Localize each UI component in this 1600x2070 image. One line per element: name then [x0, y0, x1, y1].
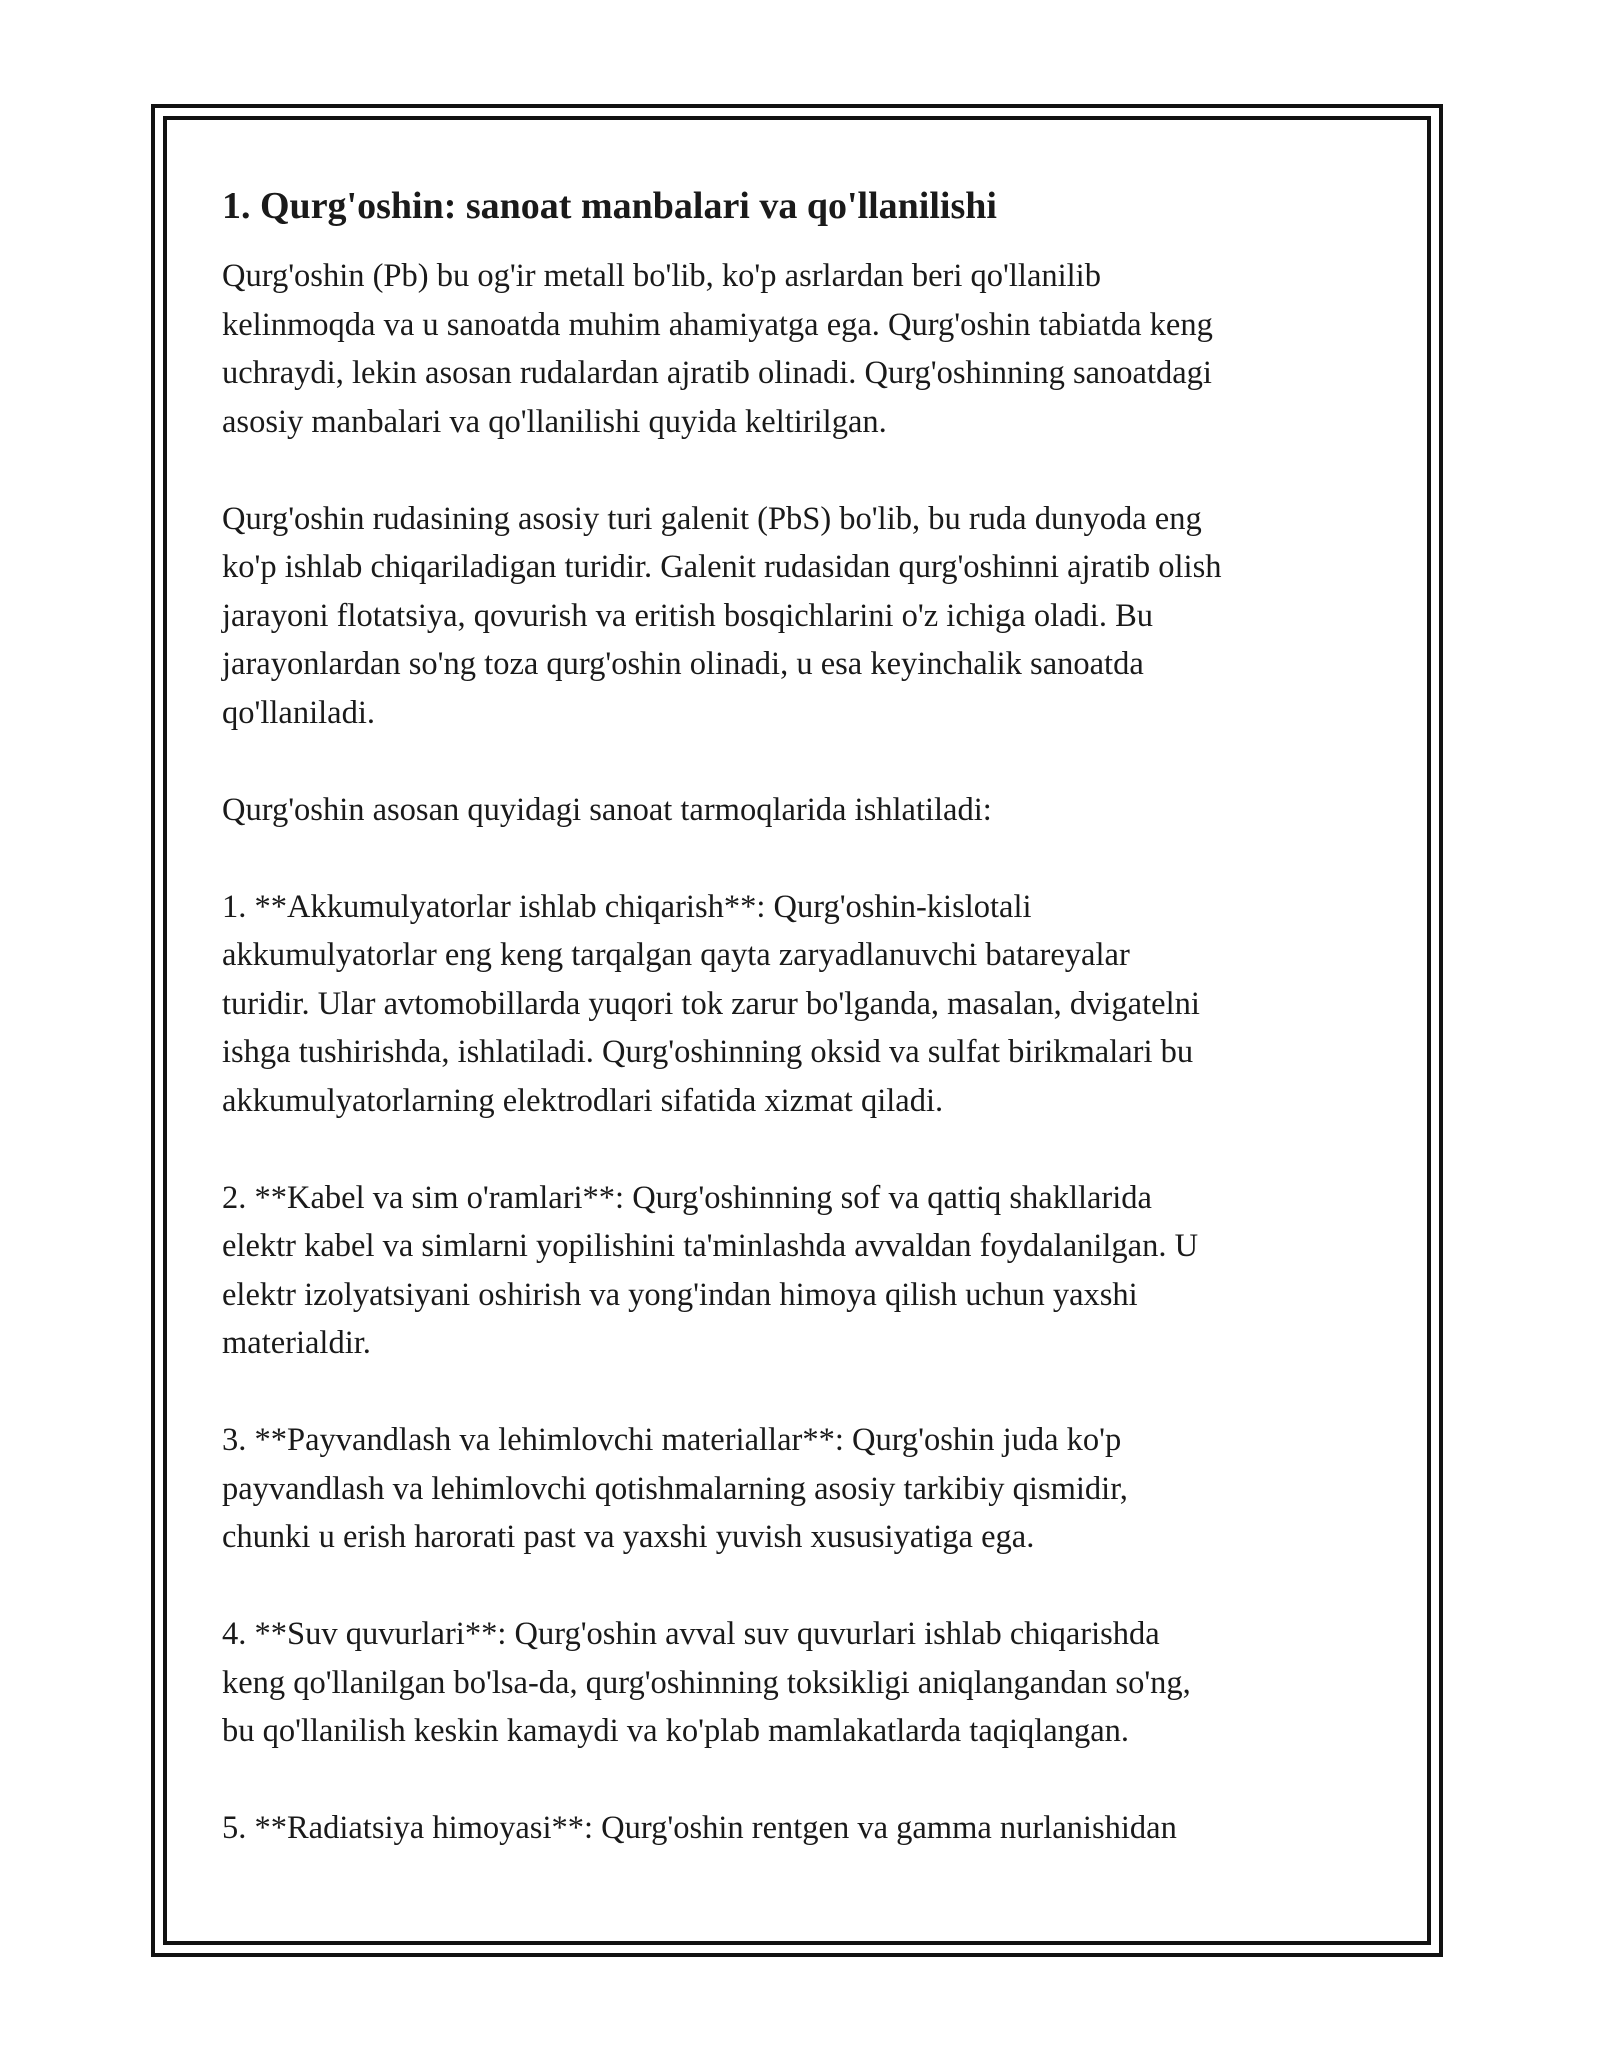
list-item-cables: 2. **Kabel va sim o'ramlari**: Qurg'oshinning sof va qattiq shakllarida elektr kabel va simlarni yopilishini ta'minlashda avvaldan foydalanilgan. U elektr izolyatsiyani oshirish va yong'indan himoya qilish uchun yaxshi materialdir.	[222, 1179, 1199, 1361]
list-item-radiation-shielding: 5. **Radiatsiya himoyasi**: Qurg'oshin rentgen va gamma nurlanishidan	[222, 1810, 1177, 1846]
paragraph-uses-intro: Qurg'oshin asosan quyidagi sanoat tarmoqlarida ishlatiladi:	[222, 791, 992, 828]
list-item-water-pipes: 4. **Suv quvurlari**: Qurg'oshin avval suv quvurlari ishlab chiqarishda keng qo'llanilgan bo'lsa-da, qurg'oshinning toksikligi aniqlangandan so'ng, bu qo'llanilish keskin kamaydi va ko'plab mamlakatlarda taqiqlangan.	[222, 1616, 1191, 1749]
document-title: 1. Qurg'oshin: sanoat manbalari va qo'llanilishi	[222, 185, 997, 227]
list-item-batteries: 1. **Akkumulyatorlar ishlab chiqarish**: Qurg'oshin-kislotali akkumulyatorlar eng keng tarqalgan qayta zaryadlanuvchi batareyalar turidir. Ular avtomobillarda yuqori tok zarur bo'lganda, masalan, dvigatelni ishga tushirishda, ishlatiladi. Qurg'oshinning oksid va sulfat birikmalari bu akkumulyatorlarning elektrodlari sifatida xizmat qiladi.	[222, 888, 1200, 1119]
list-item-soldering: 3. **Payvandlash va lehimlovchi materiallar**: Qurg'oshin juda ko'p payvandlash va lehimlovchi qotishmalarning asosiy tarkibiy qismidir, chunki u erish harorati past va yaxshi yuvish xususiyatiga ega.	[222, 1422, 1128, 1555]
document-body	[222, 178, 1382, 1853]
paragraph-intro: Qurg'oshin (Pb) bu og'ir metall bo'lib, ko'p asrlardan beri qo'llanilib kelinmoqda va u sanoatda muhim ahamiyatga ega. Qurg'oshin tabiatda keng uchraydi, lekin asosan rudalardan ajratib olinadi. Qurg'oshinning sanoatdagi asosiy manbalari va qo'llanilishi quyida keltirilgan.	[222, 258, 1213, 440]
paragraph-galena: Qurg'oshin rudasining asosiy turi galenit (PbS) bo'lib, bu ruda dunyoda eng ko'p ishlab chiqariladigan turidir. Galenit rudasidan qurg'oshinni ajratib olish jarayoni flotatsiya, qovurish va eritish bosqichlarini o'z ichiga oladi. Bu jarayonlardan so'ng toza qurg'oshin olinadi, u esa keyinchalik sanoatda qo'llaniladi.	[222, 500, 1222, 731]
